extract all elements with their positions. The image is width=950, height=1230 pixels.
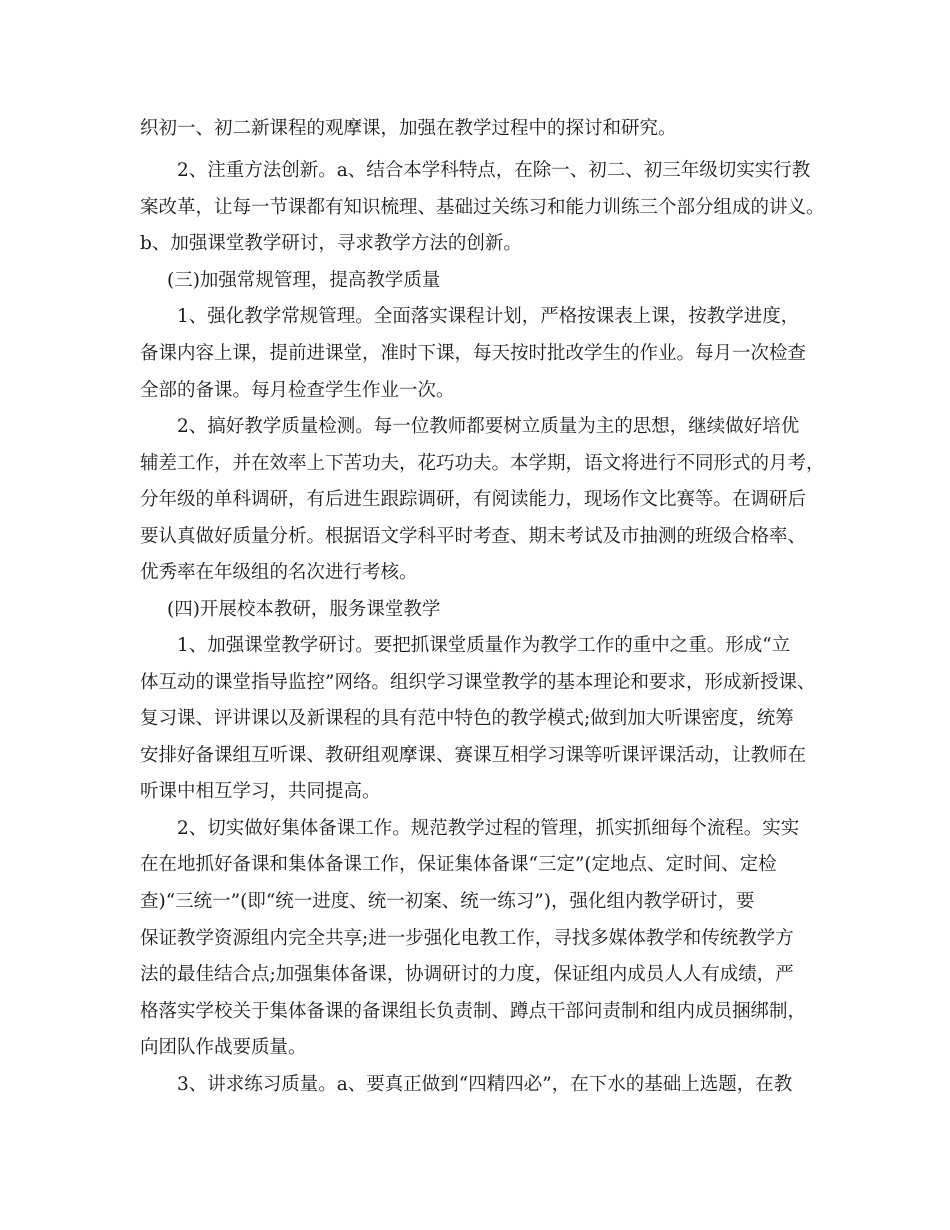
text-line: 体互动的课堂指导监控”网络。组织学习课堂教学的基本理论和要求，形成新授课、 [140, 672, 816, 693]
text-line: 法的最佳结合点;加强集体备课，协调研讨的力度，保证组内成员人人有成绩，严 [140, 964, 794, 985]
text-line: 格落实学校关于集体备课的备课组长负责制、蹲点干部问责制和组内成员捆绑制， [140, 1001, 807, 1022]
text-line: 备课内容上课，提前进课堂，准时下课，每天按时批改学生的作业。每月一次检查 [140, 343, 807, 364]
text-line: 2、注重方法创新。a、结合本学科特点，在除一、初二、初三年级切实实行教 [177, 160, 811, 181]
section-heading: (四)开展校本教研，服务课堂教学 [167, 599, 441, 620]
text-line: 2、切实做好集体备课工作。规范教学过程的管理，抓实抓细每个流程。实实 [177, 818, 800, 839]
text-line: 听课中相互学习，共同提高。 [140, 781, 381, 802]
section-heading: (三)加强常规管理，提高教学质量 [167, 270, 441, 291]
text-line: 辅差工作，并在效率上下苦功夫，花巧功夫。本学期，语文将进行不同形式的月考， [140, 453, 825, 474]
text-line: 优秀率在年级组的名次进行考核。 [140, 562, 418, 583]
text-line: b、加强课堂教学研讨，寻求教学方法的创新。 [140, 233, 522, 254]
text-line: 2、搞好教学质量检测。每一位教师都要树立质量为主的思想，继续做好培优 [177, 416, 800, 437]
text-line: 查)“三统一”(即“统一进度、统一初案、统一练习”)，强化组内教学研讨，要 [140, 891, 755, 912]
text-line: 3、讲求练习质量。a、要真正做到“四精四必”，在下水的基础上选题，在教 [177, 1074, 793, 1095]
text-line: 分年级的单科调研，有后进生跟踪调研，有阅读能力，现场作文比赛等。在调研后 [140, 489, 807, 510]
text-line: 要认真做好质量分析。根据语文学科平时考查、期末考试及市抽测的班级合格率、 [140, 526, 807, 547]
text-line: 在在地抓好备课和集体备课工作，保证集体备课“三定”(定地点、定时间、定检 [140, 854, 777, 875]
text-line: 复习课、评讲课以及新课程的具有范中特色的教学模式;做到加大听课密度，统筹 [140, 708, 794, 729]
text-line: 保证教学资源组内完全共享;进一步强化电教工作，寻找多媒体教学和传统教学方 [140, 928, 794, 949]
text-line: 1、加强课堂教学研讨。要把抓课堂质量作为教学工作的重中之重。形成“立 [177, 635, 791, 656]
text-line: 安排好备课组互听课、教研组观摩课、赛课互相学习课等听课评课活动，让教师在 [140, 745, 807, 766]
text-line: 1、强化教学常规管理。全面落实课程计划，严格按课表上课，按教学进度， [177, 306, 800, 327]
text-line: 全部的备课。每月检查学生作业一次。 [140, 380, 455, 401]
text-line: 向团队作战要质量。 [140, 1037, 307, 1058]
text-line: 案改革，让每一节课都有知识梳理、基础过关练习和能力训练三个部分组成的讲义。 [140, 197, 825, 218]
text-line: 织初一、初二新课程的观摩课，加强在教学过程中的探讨和研究。 [140, 118, 677, 139]
